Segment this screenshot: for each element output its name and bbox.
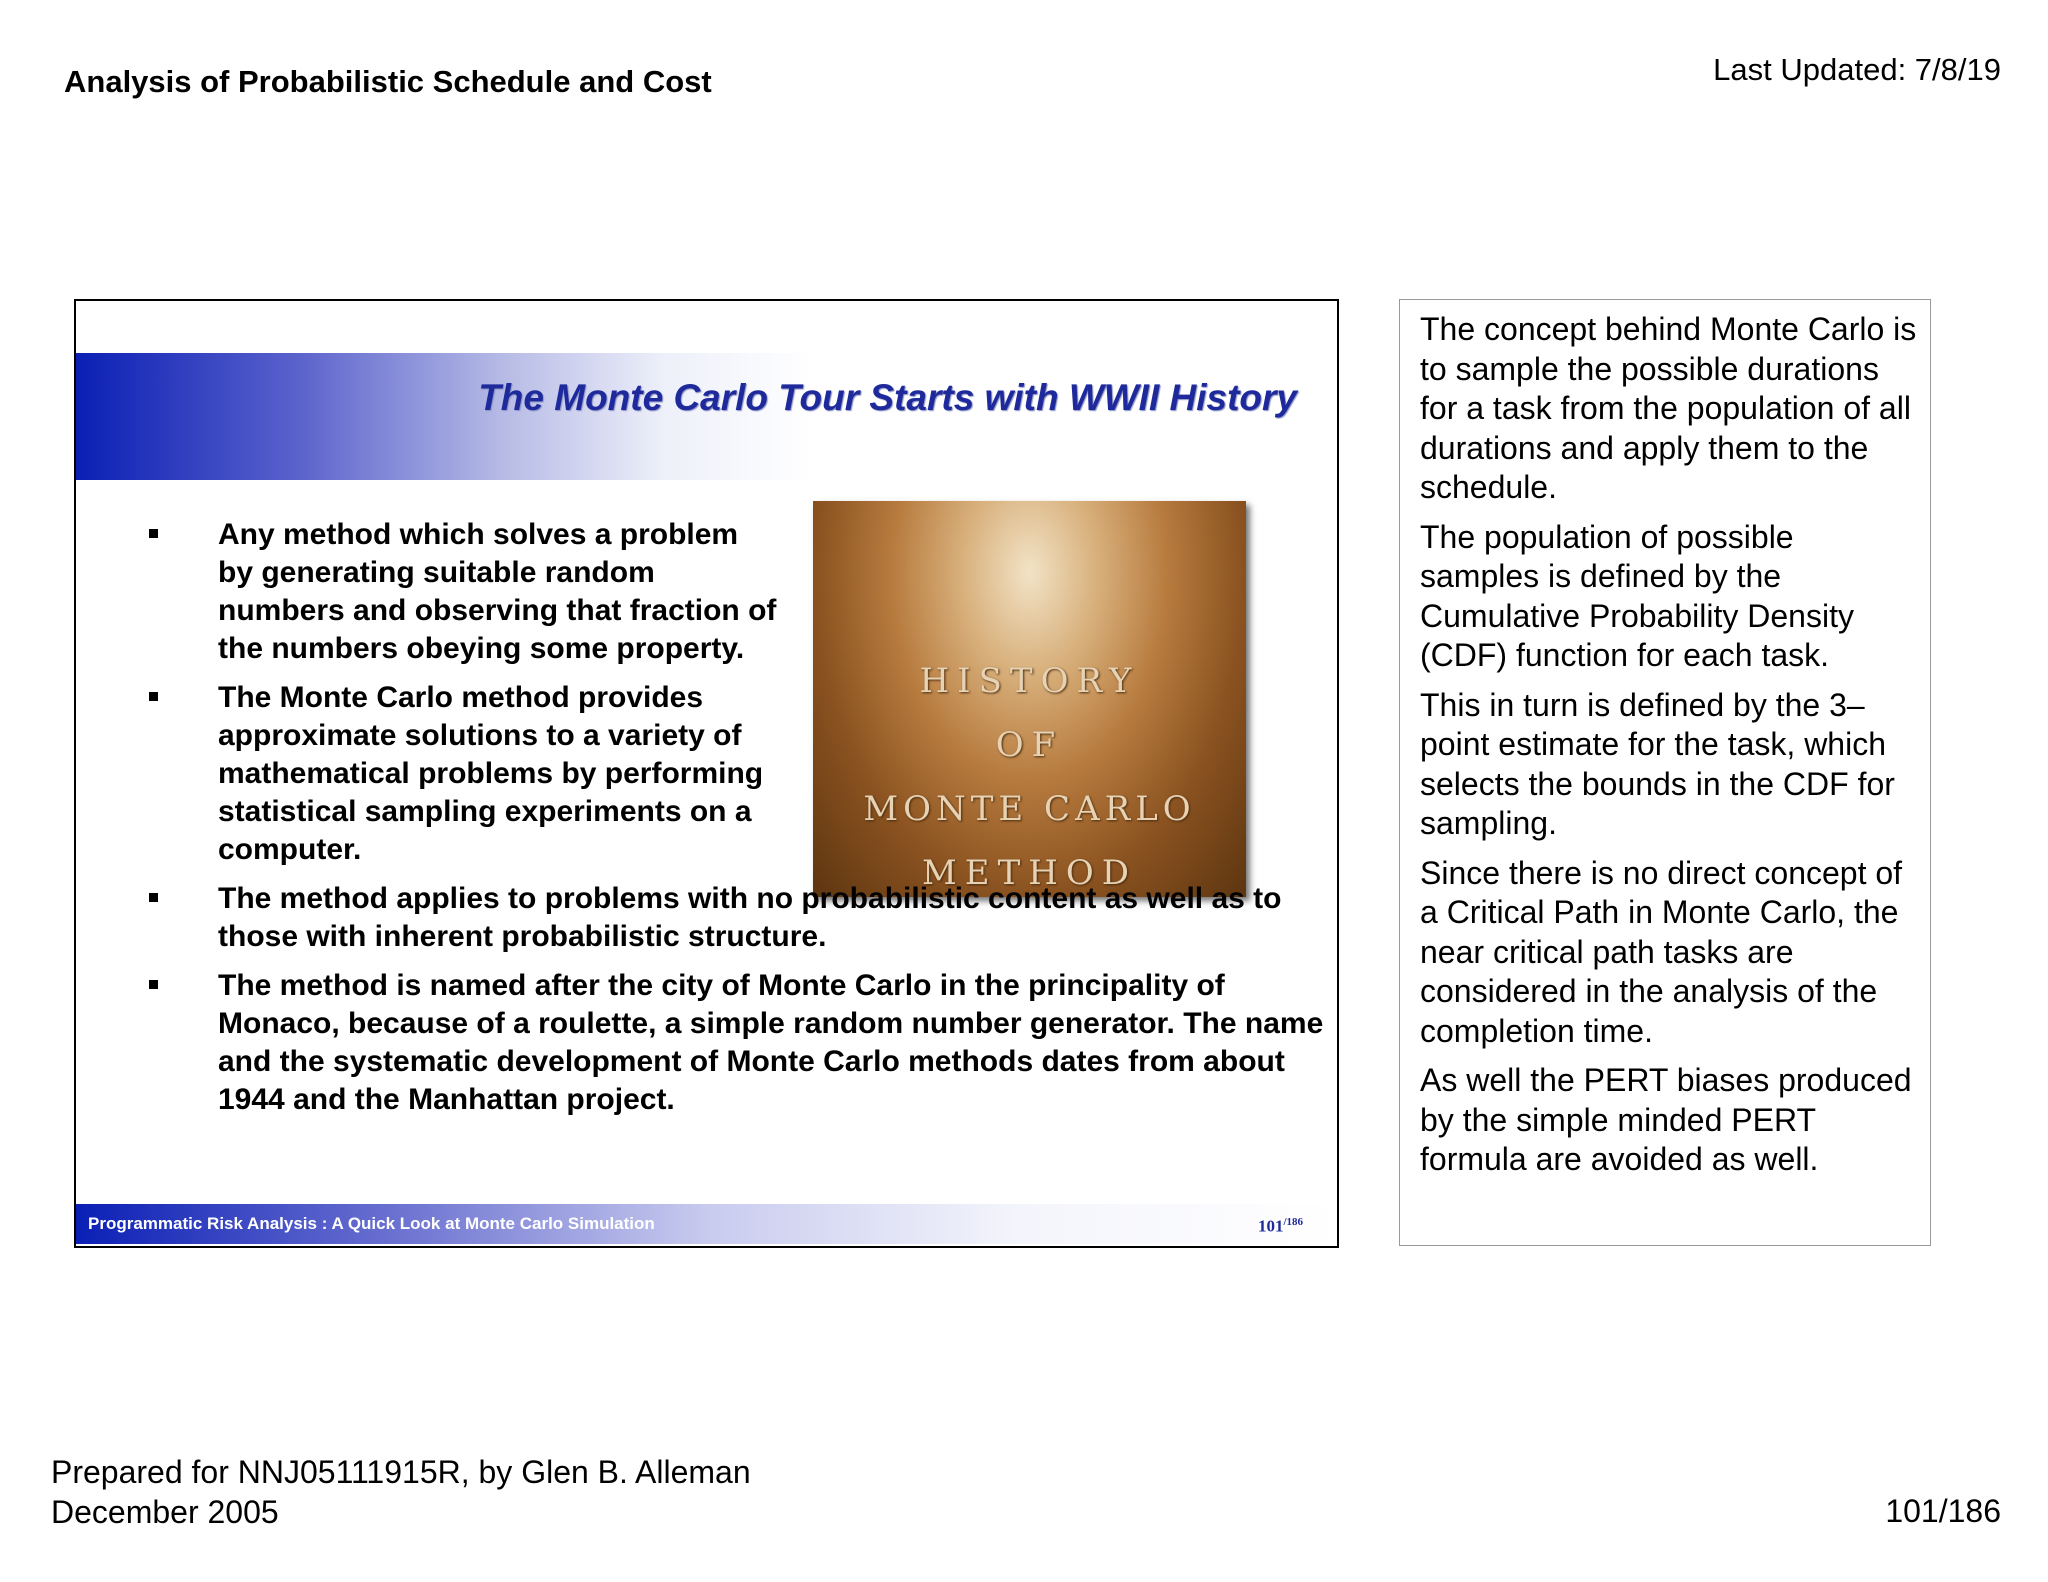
slide-footer-text: Programmatic Risk Analysis : A Quick Look at Monte Carlo Simulation [88, 1214, 655, 1233]
bullet-item [146, 679, 778, 869]
slide [74, 299, 1339, 1248]
bullet-item [146, 516, 778, 668]
note-paragraph: Since there is no direct concept of a Critical Path in Monte Carlo, the near critical path tasks are considered in the analysis of the completion time. [1420, 854, 1903, 1049]
note-paragraph: The concept behind Monte Carlo is to sample the possible durations for a task from the population of all durations and apply them to the schedule. [1420, 311, 1917, 505]
bullet-icon [149, 980, 158, 989]
note-paragraph: As well the PERT biases produced by the simple minded PERT formula are avoided as well. [1420, 1062, 1912, 1177]
bullet-text: Any method which solves a problem by generating suitable random numbers and observing that fraction of the numbers obeying some property. [218, 518, 777, 665]
bullet-text: The method applies to problems with no probabilistic content as well as to those with inherent probabilistic structure. [218, 882, 1282, 953]
bullet-icon [149, 692, 158, 701]
last-updated: Last Updated: 7/8/19 [1713, 52, 2001, 87]
bullet-text: The method is named after the city of Monte Carlo in the principality of Monaco, because of a roulette, a simple random number generator. The name and the systematic development of Monte Carlo methods dates from about 1944 and the Manhattan project. [218, 969, 1324, 1116]
bullet-text: The Monte Carlo method provides approximate solutions to a variety of mathematical problems by performing statistical sampling experiments on a computer. [218, 681, 764, 866]
image-caption-line: MONTE CARLO [863, 789, 1196, 829]
image-caption-line: METHOD [921, 853, 1138, 893]
note-paragraph: The population of possible samples is defined by the Cumulative Probability Density (CDF) function for each task. [1420, 518, 1854, 673]
slide-title: The Monte Carlo Tour Starts with WWII History [478, 377, 1297, 418]
bullet-list [146, 516, 1338, 1130]
prepared-by [51, 1452, 751, 1532]
slide-page-total: /186 [1283, 1216, 1303, 1228]
slide-footer [76, 1204, 1337, 1244]
prepared-for: Prepared for NNJ05111915R, by Glen B. Alleman [51, 1454, 751, 1490]
bullet-icon [149, 529, 158, 538]
bullet-item [146, 880, 1338, 956]
image-caption-line: HISTORY [919, 661, 1140, 701]
bullet-item [146, 967, 1338, 1119]
note-paragraph: This in turn is defined by the 3–point estimate for the task, which selects the bounds in the CDF for sampling. [1420, 686, 1895, 841]
bullet-icon [149, 893, 158, 902]
page-number: 101/186 [1885, 1493, 2001, 1529]
prepared-date: December 2005 [51, 1494, 279, 1530]
slide-page: 101 [1257, 1216, 1284, 1236]
notes-box [1399, 299, 1931, 1246]
image-caption-line: OF [995, 725, 1064, 765]
slide-number [1258, 1216, 1303, 1237]
document-title: Analysis of Probabilistic Schedule and Cost [64, 64, 712, 99]
